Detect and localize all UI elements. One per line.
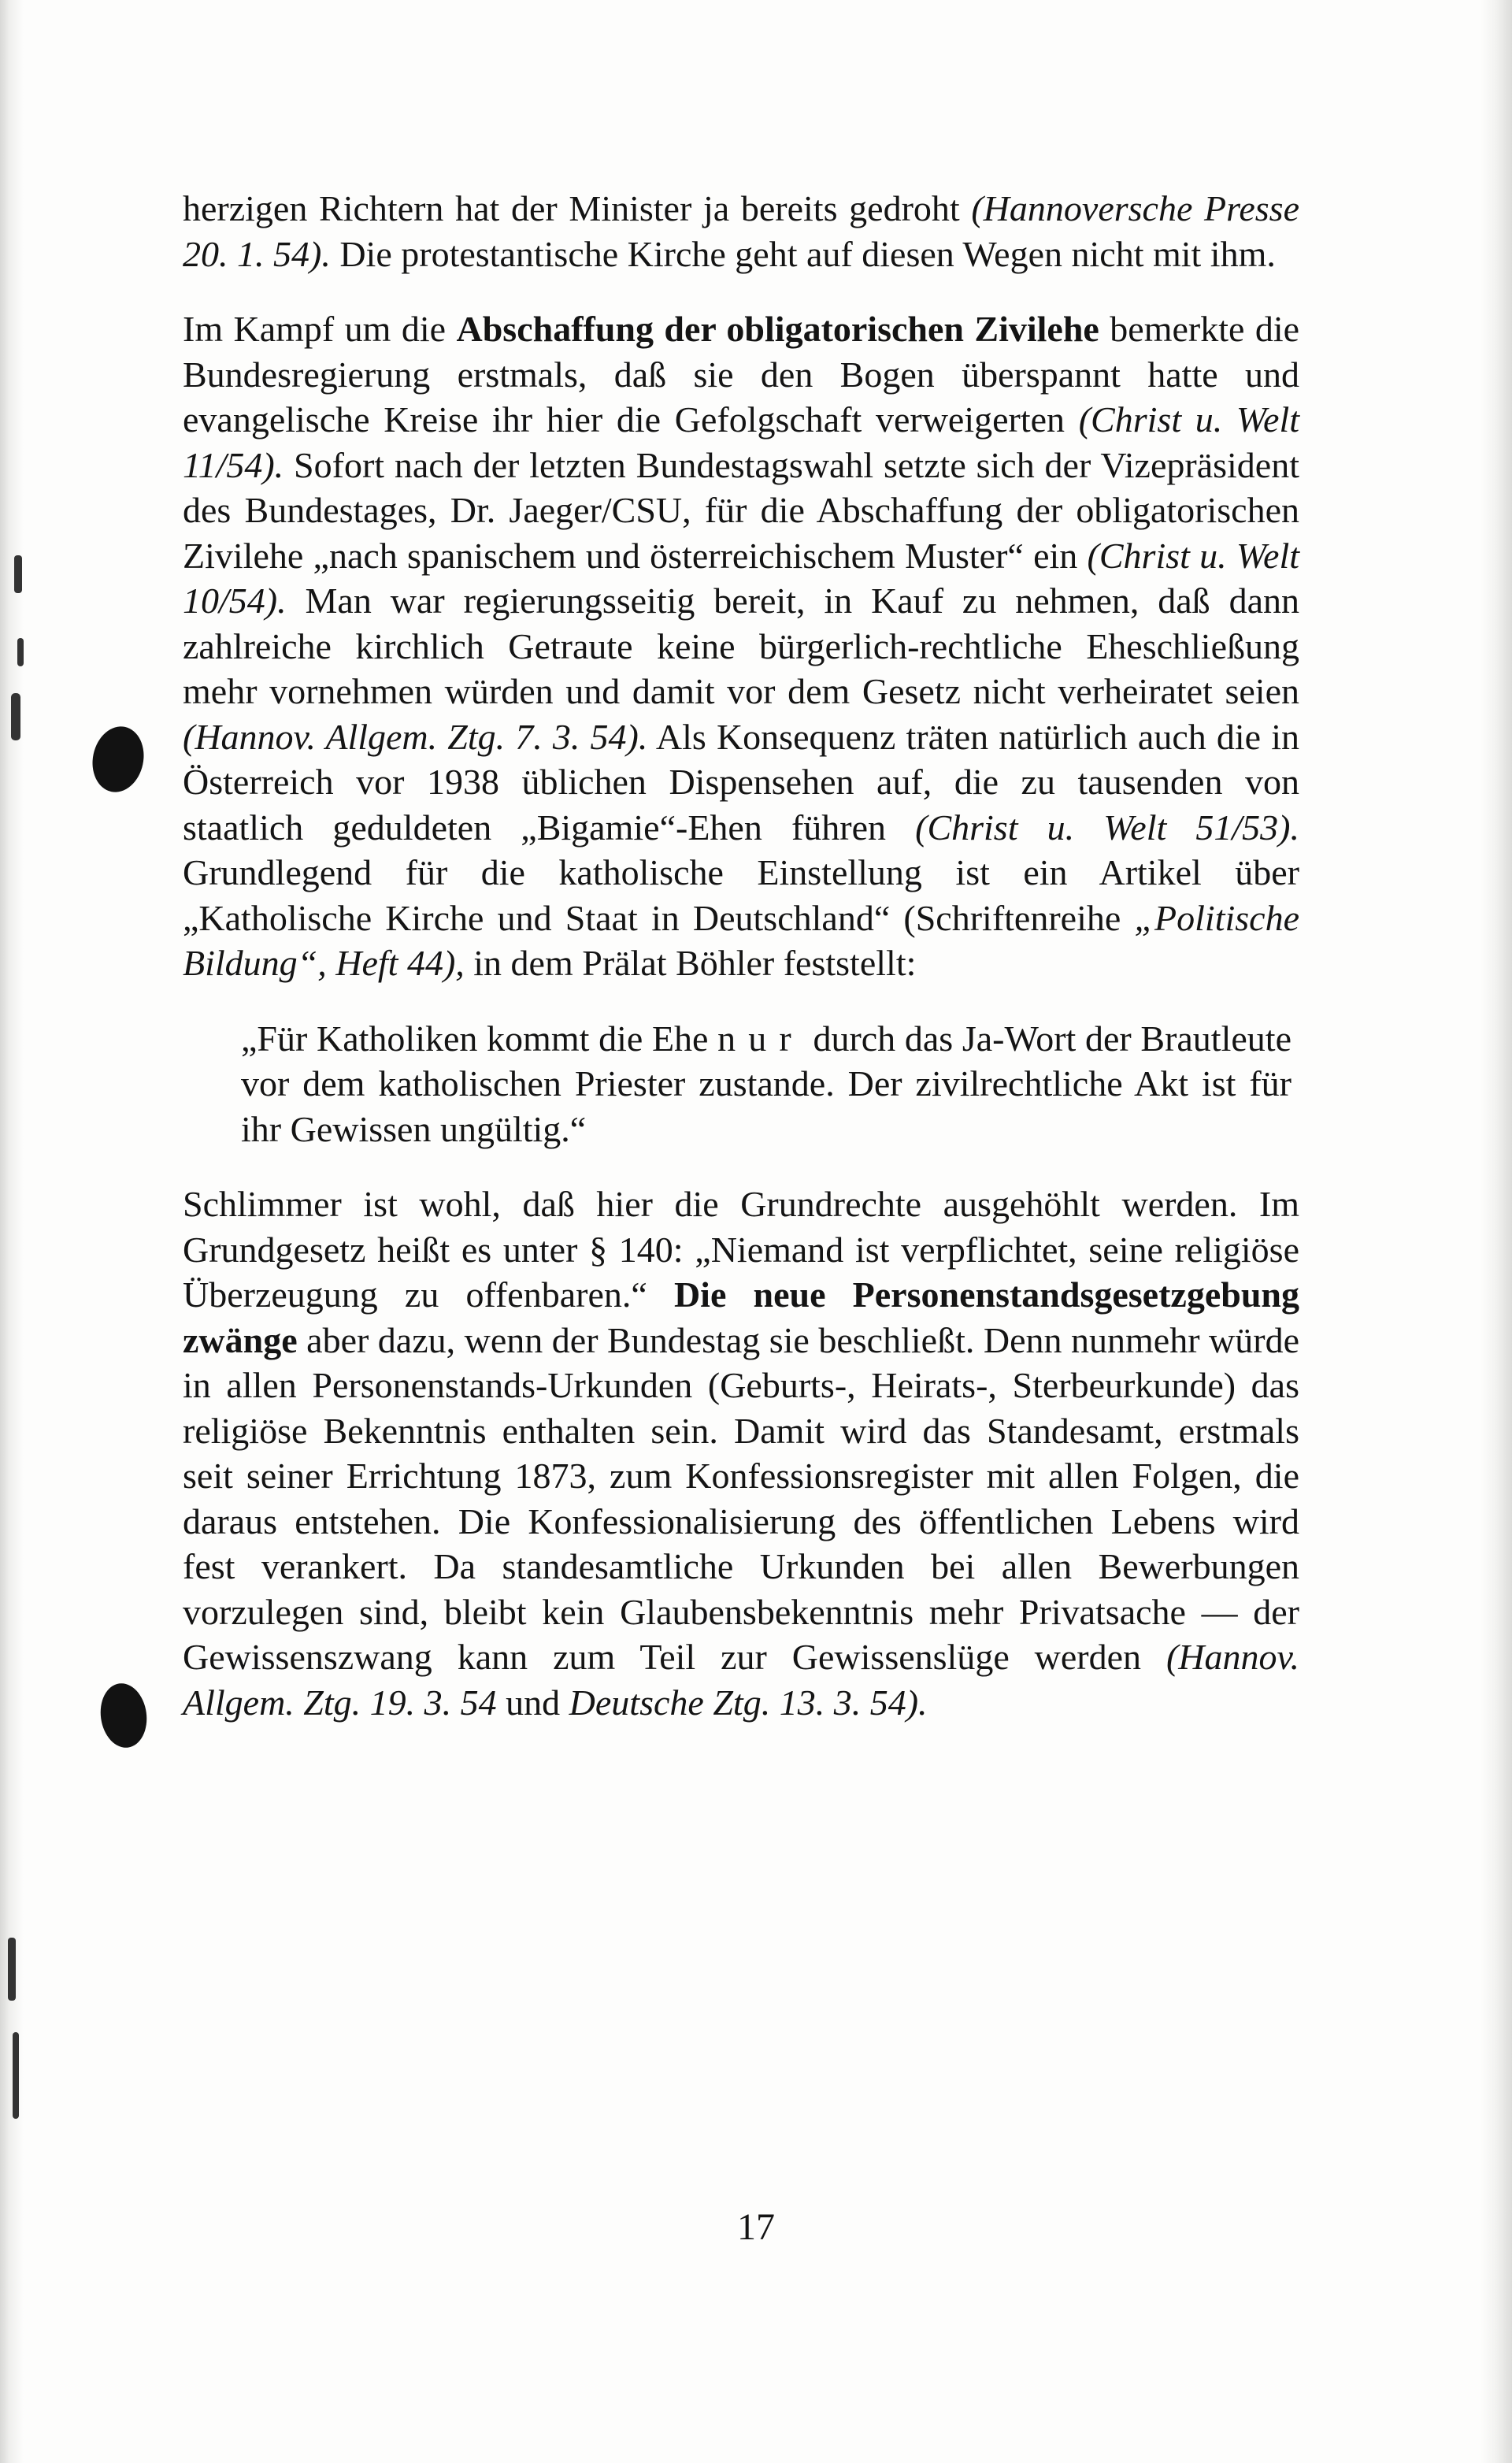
citation-text: (Hannov. Allgem. Ztg. 19. 3. 54 [183,1637,1299,1723]
text-run: Grundlegend für die katholische Einstellung ist ein Artikel über „Katholische Kirche und Staat in Deutschland“ (Schriftenreihe [183,852,1299,938]
right-page-edge [1480,0,1512,2463]
text-run: durch das Ja-Wort der Brautleute vor dem katholischen Priester zustande. Der zivilrechtliche Akt ist für ihr Gewissen ungültig.“ [241,1018,1292,1149]
binder-hole-lower [97,1680,151,1750]
emphasis-text: Die neue Personenstandsgesetzgebung zwänge [183,1274,1300,1360]
text-run: aber dazu, wenn der Bundestag sie beschließt. Denn nunmehr würde in allen Personenstands-Urkunden (Geburts-, Heirats-, Sterbeurkunde) das religiöse Bekenntnis enthalten sein. Damit wird das Standesamt, erstmals seit seiner Errichtung 1873, zum Konfessionsregister mit allen Folgen, die daraus entstehen. Die Konfessionalisierung des öffentlichen Lebens wird fest verankert. Da standesamtliche Urkunden bei allen Bewerbungen vorzulegen sind, bleibt kein Glaubensbekenntnis mehr Privatsache — der Gewissenszwang kann zum Teil zur Gewissenslüge werden [183,1319,1299,1677]
edge-mark-middle [17,638,24,666]
text-run: Sofort nach der letzten Bundestagswahl setzte sich der Vizepräsident des Bundestages, Dr. Jaeger/CSU, für die Abschaffung der obligatorischen Zivilehe „nach spanischem und österreichischem Muster“ ein [183,444,1299,576]
emphasis-text: Abschaffung der obligatorischen Zivilehe [456,309,1099,349]
edge-mark-bottom-1 [8,1938,16,2001]
edge-mark-bottom-2 [13,2032,19,2119]
citation-text: (Hannov. Allgem. Ztg. 7. 3. 54). [183,716,648,757]
text-run: Als Konsequenz träten natürlich auch die in Österreich vor 1938 üblichen Dispensehen auf, die zu tausenden von staatlich geduldeten „Bigamie“-Ehen führen [183,716,1299,848]
page-number: 17 [737,2206,775,2248]
text-run: in dem Prälat Böhler feststellt: [464,943,917,983]
paragraph [183,1181,1299,1725]
text-run: Im Kampf um die [183,309,457,349]
spaced-emphasis: nur [717,1018,804,1059]
citation-text: (Christ u. Welt 51/53). [915,807,1299,848]
citation-text: (Hannoversche Presse 20. 1. 54). [183,188,1299,274]
binder-hole-upper [87,721,150,796]
citation-text: (Christ u. Welt 10/54). [183,535,1300,621]
block-quote [183,1016,1299,1152]
text-run: „Für Katholiken kommt die Ehe [241,1018,718,1059]
paragraph [183,306,1299,986]
text-run: Die protestantische Kirche geht auf diesen Wegen nicht mit ihm. [330,233,1276,274]
text-run: herzigen Richtern hat der Minister ja bereits gedroht [183,188,972,228]
text-run: Man war regierungsseitig bereit, in Kauf zu nehmen, daß dann zahlreiche kirchlich Getraute keine bürgerlich-rechtliche Eheschließung mehr vornehmen würden und damit vor dem Gesetz nicht verheiratet seien [183,581,1299,711]
edge-mark-top [14,555,22,593]
left-page-edge [0,0,24,2463]
body-text [183,186,1299,1755]
text-run: bemerkte die Bundesregierung erstmals, daß sie den Bogen überspannt hatte und evangelische Kreise ihr hier die Gefolgschaft verweigerten [183,309,1300,440]
citation-text: „Politische Bildung“, Heft 44), [183,897,1299,983]
citation-text: (Christ u. Welt 11/54). [183,399,1300,485]
text-run: und [496,1682,569,1723]
edge-mark-lower [11,693,20,740]
text-run: Schlimmer ist wohl, daß hier die Grundrechte ausgehöhlt werden. Im Grundgesetz heißt es unter § 140: „Niemand ist verpflichtet, seine religiöse Überzeugung zu offenbaren.“ [183,1184,1299,1315]
citation-text: Deutsche Ztg. 13. 3. 54). [569,1682,928,1723]
paragraph [183,186,1299,276]
